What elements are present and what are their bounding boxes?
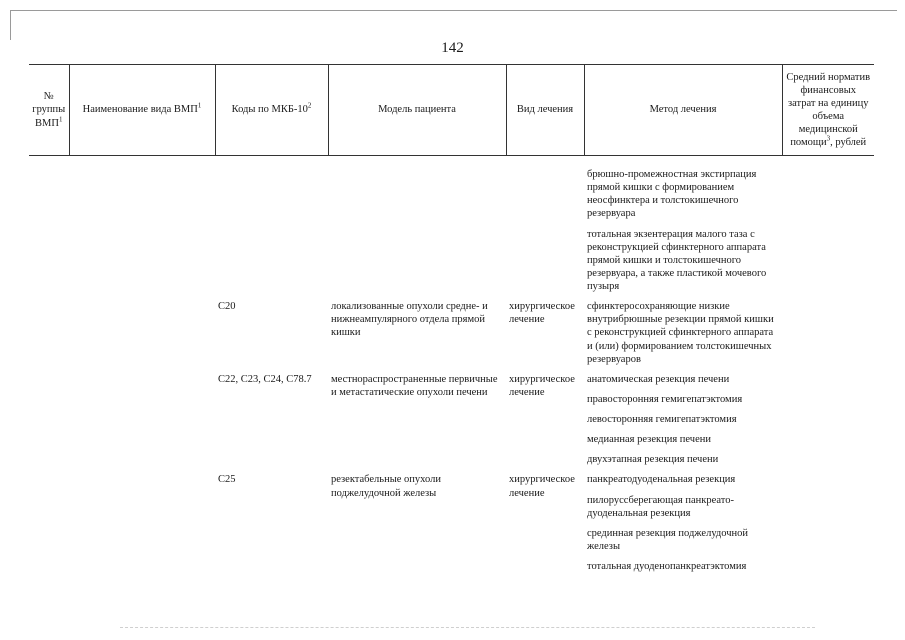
method-item: тотальная экзентерация малого таза с реконструкцией сфинктерного аппарата прямой кишки и толстокишечного резервуара, а также пластикой мочевого пузыря (587, 228, 767, 292)
cell-group-number (29, 373, 69, 474)
page-top-edge (10, 10, 897, 11)
table-body (29, 156, 874, 581)
cell-vmp-name (69, 373, 215, 474)
method-item: панкреатодуоденальная резекция (587, 474, 736, 486)
cell-treatment-method (584, 373, 782, 474)
cell-vmp-name (69, 168, 215, 300)
cell-icd-code: C25 (218, 474, 236, 486)
header-icd-codes: Коды по МКБ-$10^2$ (215, 65, 328, 156)
method-list (587, 473, 779, 573)
table-row (29, 373, 874, 474)
cell-patient-model: локализованные опухоли средне- и нижнеампулярного отдела прямой кишки (331, 301, 488, 339)
cell-treatment-type: хирургическое лечение (509, 373, 575, 398)
cell-patient-model: местнораспространенные первичные и метастатические опухоли печени (331, 373, 498, 398)
cell-patient-model: резектабельные опухоли поджелудочной железы (331, 474, 441, 499)
cell-patient-model (328, 168, 506, 300)
header-group-number: № группы ВМП$^1$ (32, 91, 66, 129)
method-item: левосторонняя гемигепатэктомия (587, 414, 737, 425)
cell-treatment-method (584, 300, 782, 373)
cell-group-number (29, 300, 69, 373)
header-patient-model: Модель пациента (328, 65, 506, 156)
cell-average-cost (782, 473, 874, 580)
cell-treatment-type: хирургическое лечение (509, 301, 575, 326)
method-item: брюшно-промежностная экстирпация прямой кишки с формированием неосфинктера и толстокишечного резервуара (587, 169, 757, 220)
method-list (587, 373, 779, 467)
page-left-edge (10, 10, 11, 40)
header-vmp-name: Наименование вида ВМП$^1$ (69, 65, 215, 156)
table-row (29, 300, 874, 373)
cell-group-number (29, 168, 69, 300)
cell-treatment-method (584, 168, 782, 300)
page-number: 142 (441, 40, 464, 56)
cell-icd-code: C20 (218, 301, 236, 313)
method-list (587, 300, 779, 366)
header-treatment-method: Метод лечения (584, 65, 782, 156)
cell-average-cost (782, 168, 874, 300)
cell-treatment-type (506, 168, 584, 300)
cell-average-cost (782, 373, 874, 474)
table-row (29, 168, 874, 300)
method-item: двухэтапная резекция печени (587, 454, 719, 466)
method-list (587, 168, 779, 293)
table-row (29, 473, 874, 580)
cell-treatment-type: хирургическое лечение (509, 474, 575, 499)
cell-icd-code (215, 168, 328, 300)
cell-vmp-name (69, 473, 215, 580)
method-item: тотальная дуоденопанкреатэктомия (587, 561, 747, 572)
method-item: срединная резекция поджелудочной железы (587, 527, 748, 552)
cell-vmp-name (69, 300, 215, 373)
method-item: пилоруссберегающая панкреато-дуоденальная резекция (587, 494, 734, 519)
header-average-cost: Средний норматив финансовых затрат на единицу объема медицинской помощи$^3$, рублей (782, 65, 874, 156)
header-treatment-type: Вид лечения (506, 65, 584, 156)
page-bottom-rule (120, 627, 815, 628)
method-item: медианная резекция печени (587, 434, 711, 446)
vmp-table (29, 64, 874, 580)
table-header-row (29, 65, 874, 156)
method-item: сфинктеросохраняющие низкие внутрибрюшные резекции прямой кишки с реконструкцией сфинктерного аппарата и (или) формированием толстокишечных резервуаров (587, 301, 774, 365)
cell-group-number (29, 473, 69, 580)
method-item: правосторонняя гемигепатэктомия (587, 393, 743, 405)
cell-average-cost (782, 300, 874, 373)
cell-icd-code: C22, C23, C24, C78.7 (218, 373, 312, 385)
method-item: анатомическая резекция печени (587, 373, 730, 385)
cell-treatment-method (584, 473, 782, 580)
